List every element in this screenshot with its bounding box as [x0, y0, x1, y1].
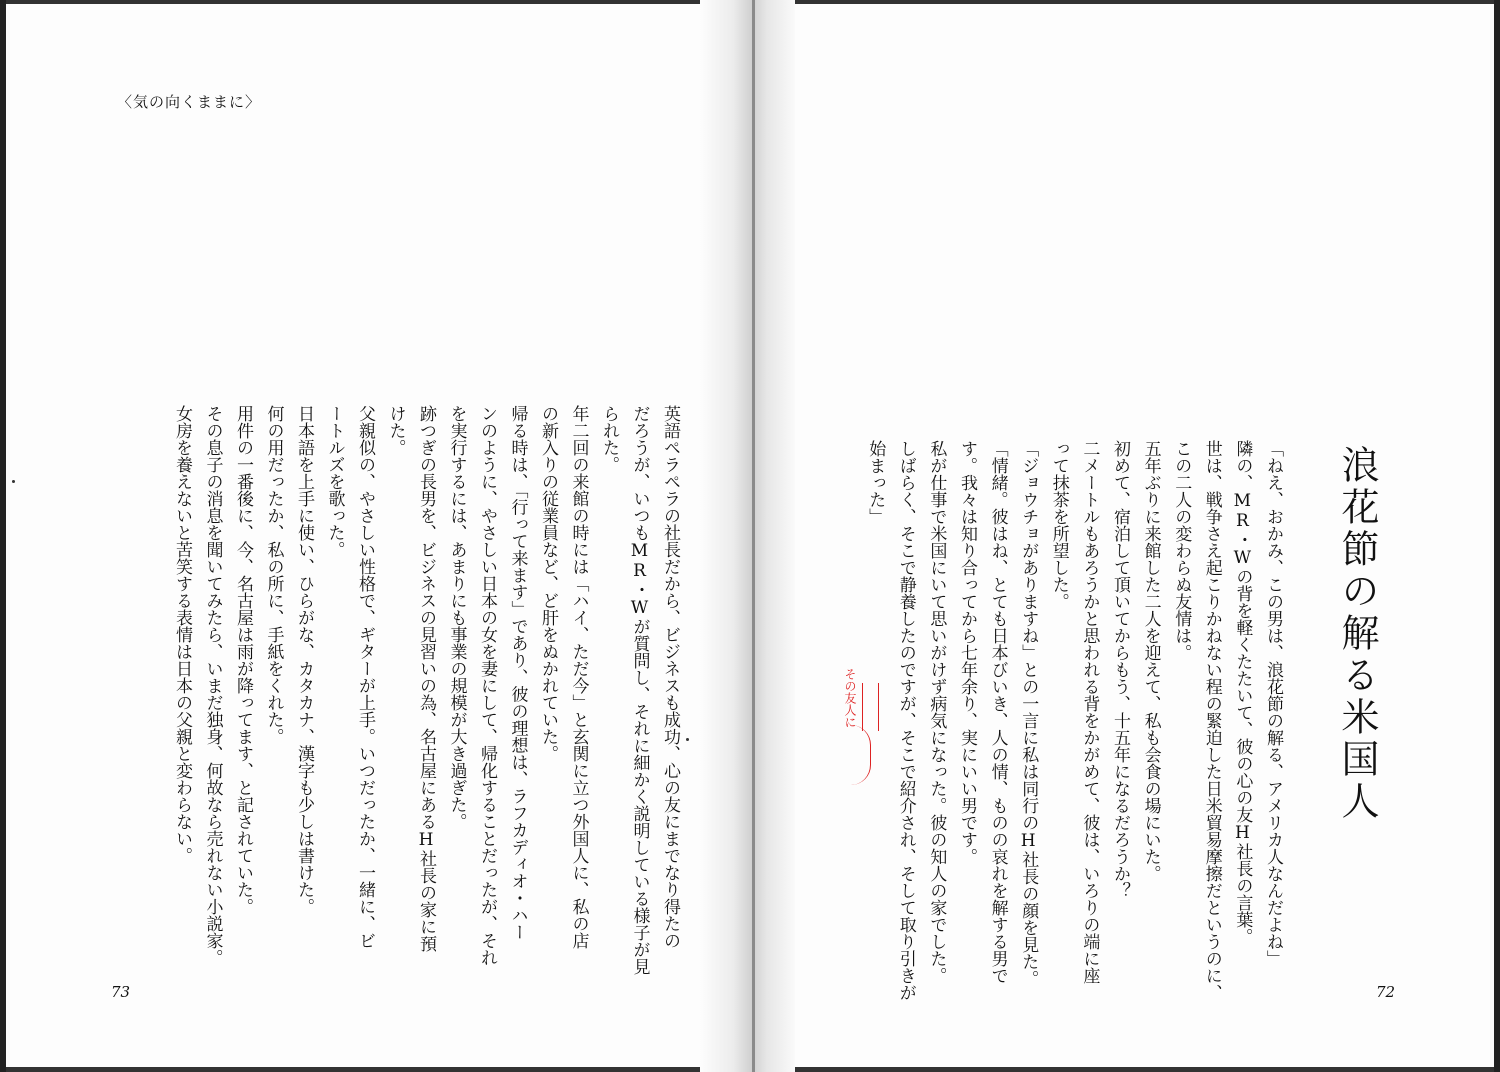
- scan-speck: [12, 480, 15, 483]
- scan-speck: [686, 738, 689, 741]
- text-column: って抹茶を所望した。: [1048, 440, 1069, 610]
- text-column: す。我々は知り合ってから七年余り、実にいい男です。: [957, 440, 977, 865]
- page-number-left: 73: [111, 983, 131, 1001]
- text-column: だろうが、いつもMR・Wが質問し、それに細かく説明している様子が見: [629, 405, 650, 975]
- text-column: この二人の変わらぬ友情は。: [1171, 440, 1192, 661]
- page-number-right: 72: [1376, 983, 1396, 1001]
- text-column: 年二回の来館の時には「ハイ、ただ今」と玄関に立つ外国人に、私の店: [568, 405, 589, 949]
- gutter-fold: [752, 0, 755, 1072]
- book-gutter: [700, 0, 795, 1072]
- text-column: 初めて、宿泊して頂いてからもう、十五年になるだろうか？: [1110, 440, 1130, 899]
- text-column: その息子の消息を聞いてみたら、いまだ独身、何故なら売れない小説家。: [202, 405, 223, 966]
- text-column: られた。: [599, 405, 619, 473]
- text-column: 女房を養えないと苦笑する表情は日本の父親と変わらない。: [172, 405, 192, 864]
- text-column: 何の用だったか、私の所に、手紙をくれた。: [263, 405, 284, 745]
- text-column: 「情緒。彼はね、とても日本びいき、人の情、ものの哀れを解する男で: [987, 440, 1008, 984]
- text-column: 「ジョウチョがありますね」との一言に私は同行のH社長の顔を見た。: [1018, 440, 1039, 987]
- text-column: の新入りの従業員など、ど肝をぬかれていた。: [538, 405, 558, 762]
- text-column: を実行するには、あまりにも事業の規模が大き過ぎた。: [446, 405, 467, 830]
- text-column: けた。: [385, 405, 406, 456]
- handwritten-annotation: その友人に: [843, 668, 857, 728]
- text-column: 「ねえ、おかみ、この男は、浪花節の解る、アメリカ人なんだよね」: [1263, 440, 1283, 967]
- text-column: 父親似の、やさしい性格で、ギターが上手。いつだったか、一緒に、ビ: [355, 405, 375, 949]
- text-column: 英語ペラペラの社長だから、ビジネスも成功、心の友にまでなり得たの: [660, 405, 680, 949]
- text-column: 隣の、MR・Wの背を軽くたたいて、彼の心の友H社長の言葉。: [1232, 440, 1253, 945]
- text-column: ンのように、やさしい日本の女を妻にして、帰化することだったが、それ: [477, 405, 497, 966]
- text-column: 用件の一番後に、今、名古屋は雨が降ってます、と記されていた。: [233, 405, 253, 915]
- correction-brace-mark: [850, 725, 871, 785]
- running-head: 〈気の向くままに〉: [117, 93, 262, 111]
- text-column: 世は、戦争さえ起こりかねない程の緊迫した日米貿易摩擦だというのに、: [1201, 440, 1222, 1001]
- text-column: ートルズを歌った。: [324, 405, 345, 558]
- scan-border-right: [1494, 0, 1500, 1072]
- chapter-title: 浪花節の解る米国人: [1335, 445, 1379, 823]
- text-column: 五年ぶりに来館した二人を迎えて、私も会食の場にいた。: [1140, 440, 1161, 882]
- correction-strike-mark: [862, 683, 879, 731]
- text-column: 始まった」: [865, 440, 886, 525]
- text-column: 二メートルもあろうかと思われる背をかがめて、彼は、いろりの端に座: [1079, 440, 1100, 984]
- text-column: 私が仕事で米国にいて思いがけず病気になった。彼の知人の家でした。: [926, 440, 947, 984]
- scan-border-left: [0, 0, 6, 1072]
- text-column: 日本語を上手に使い、ひらがな、カタカナ、漢字も少しは書けた。: [294, 405, 314, 915]
- text-column: 帰る時は、「行って来ます」であり、彼の理想は、ラフカディオ・ハー: [507, 405, 528, 941]
- text-column: しばらく、そこで静養したのですが、そこで紹介され、そして取り引きが: [895, 440, 916, 1001]
- text-column: 跡つぎの長男を、ビジネスの見習いの為、名古屋にあるH社長の家に預: [416, 405, 436, 952]
